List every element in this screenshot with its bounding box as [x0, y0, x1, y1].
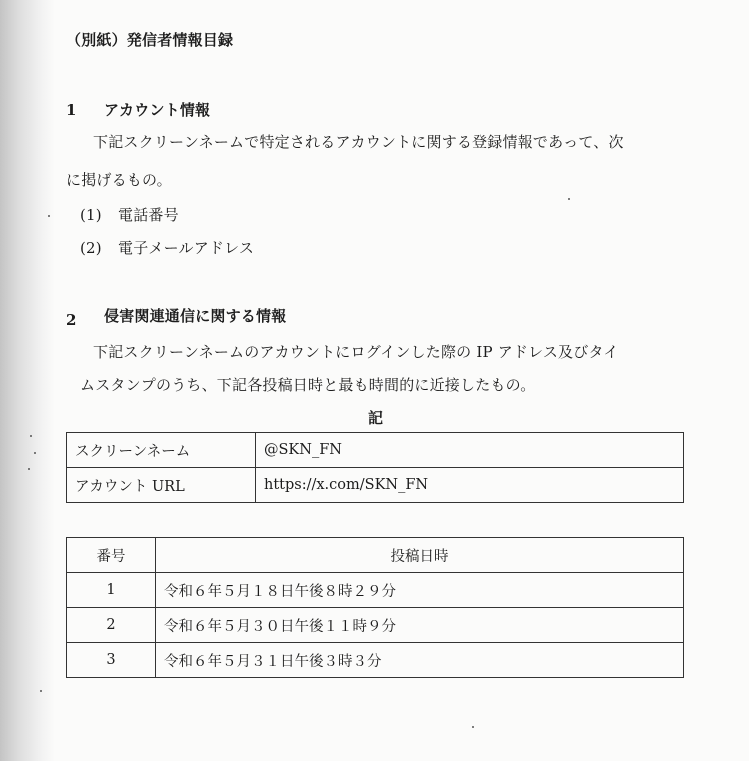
post-datetime: 令和６年５月３１日午後３時３分 — [156, 643, 684, 678]
table-row — [67, 433, 684, 468]
table-header-row — [67, 538, 684, 573]
scan-speck — [34, 452, 36, 454]
section-2-body-line-1: 下記スクリーンネームのアカウントにログインした際の IP アドレス及びタイ — [93, 343, 619, 361]
section-1-body-line-2: に掲げるもの。 — [66, 171, 172, 189]
screen-name-label: スクリーンネーム — [67, 433, 256, 468]
section-2-title: 侵害関連通信に関する情報 — [104, 307, 287, 325]
scan-speck — [568, 198, 570, 200]
screen-name-value: @SKN_FN — [256, 433, 684, 468]
header-number: 番号 — [67, 538, 156, 573]
account-url-label: アカウント URL — [67, 468, 256, 503]
post-number: 1 — [67, 573, 156, 608]
table-row — [67, 643, 684, 678]
item-2-number: (2) — [80, 239, 102, 257]
section-1-number: 1 — [66, 101, 77, 119]
scan-speck — [30, 435, 32, 437]
section-2-number: 2 — [66, 311, 77, 329]
posts-table — [66, 537, 684, 678]
account-table — [66, 432, 684, 503]
scan-speck — [40, 690, 42, 692]
post-datetime: 令和６年５月３０日午後１１時９分 — [156, 608, 684, 643]
item-1-number: (1) — [80, 206, 102, 224]
table-row — [67, 573, 684, 608]
scan-speck — [28, 468, 30, 470]
post-number: 2 — [67, 608, 156, 643]
header-datetime: 投稿日時 — [156, 538, 684, 573]
post-datetime: 令和６年５月１８日午後８時２９分 — [156, 573, 684, 608]
item-1-label: 電話番号 — [118, 206, 179, 224]
section-1-title: アカウント情報 — [104, 101, 211, 119]
item-2-label: 電子メールアドレス — [118, 239, 255, 257]
post-number: 3 — [67, 643, 156, 678]
section-2-body-line-2: ムスタンプのうち、下記各投稿日時と最も時間的に近接したもの。 — [80, 376, 536, 394]
section-1-body-line-1: 下記スクリーンネームで特定されるアカウントに関する登録情報であって、次 — [93, 133, 624, 151]
document-title: （別紙）発信者情報目録 — [66, 31, 234, 49]
account-url-value: https://x.com/SKN_FN — [256, 468, 684, 503]
table-row — [67, 468, 684, 503]
table-row — [67, 608, 684, 643]
scan-speck — [48, 215, 50, 217]
ki-mark: 記 — [368, 409, 384, 427]
scan-speck — [472, 726, 474, 728]
